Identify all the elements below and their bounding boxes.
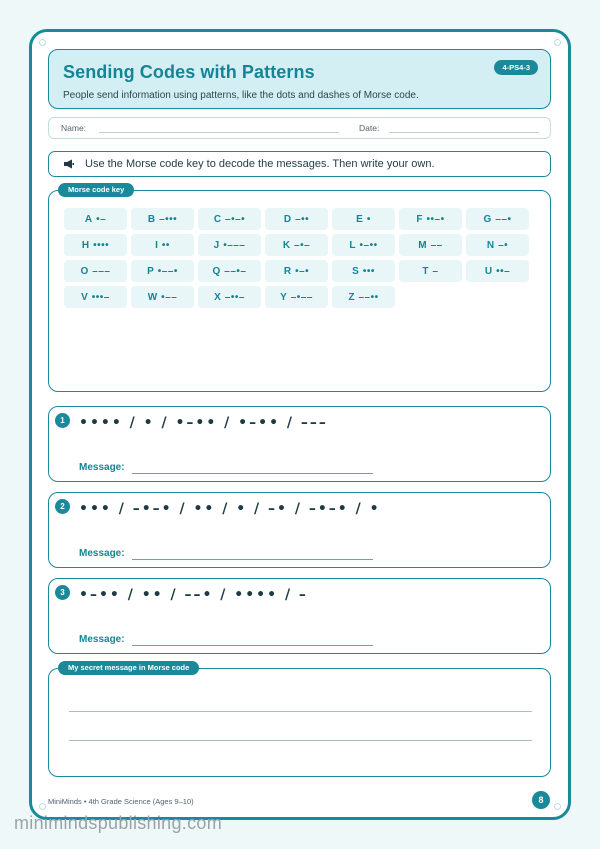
corner-dot — [39, 39, 46, 46]
morse-key-entry — [265, 286, 328, 308]
page-title: Sending Codes with Patterns — [63, 62, 315, 82]
message-answer-line[interactable] — [132, 473, 373, 474]
key-code: •– — [96, 213, 107, 225]
key-letter: W — [147, 291, 158, 303]
standard-badge: 4-PS4-3 — [494, 60, 538, 75]
morse-key-entry — [64, 208, 127, 230]
key-code: – — [432, 265, 439, 277]
key-letter: E — [356, 213, 363, 225]
key-letter: G — [483, 213, 492, 225]
morse-key-entry — [198, 234, 261, 256]
morse-key-title: Morse code key — [58, 183, 134, 197]
page-number: 8 — [532, 791, 550, 809]
corner-dot — [554, 39, 561, 46]
key-letter: M — [418, 239, 427, 251]
name-label: Name: — [61, 123, 87, 133]
morse-key-entry — [265, 234, 328, 256]
key-code: ––– — [92, 265, 111, 277]
secret-writing-line[interactable] — [69, 740, 532, 741]
key-code: ––•• — [358, 291, 379, 303]
key-letter: B — [147, 213, 156, 225]
question-number: 2 — [55, 499, 70, 514]
key-letter: O — [80, 265, 89, 277]
morse-key-entry — [198, 286, 261, 308]
key-letter: J — [213, 239, 220, 251]
date-field[interactable] — [389, 132, 539, 133]
key-letter: V — [81, 291, 88, 303]
key-letter: I — [155, 239, 158, 251]
morse-message: ••• / –•–• / •• / • / –• / –•–• / • — [79, 501, 381, 517]
message-label: Message: — [79, 548, 125, 559]
morse-message: •••• / • / •–•• / •–•• / ––– — [79, 415, 328, 431]
key-code: –•–• — [225, 213, 246, 225]
secret-message-panel — [48, 663, 551, 777]
message-answer-line[interactable] — [132, 645, 373, 646]
worksheet-header — [48, 49, 551, 109]
morse-key-entry — [399, 234, 462, 256]
morse-key-grid — [64, 208, 529, 308]
secret-message-title: My secret message in Morse code — [58, 661, 199, 675]
key-letter: H — [81, 239, 90, 251]
name-date-bar — [48, 117, 551, 139]
morse-key-entry — [265, 208, 328, 230]
message-panel-2 — [48, 492, 551, 568]
morse-key-entry — [466, 234, 529, 256]
morse-key-entry — [131, 260, 194, 282]
question-number: 3 — [55, 585, 70, 600]
morse-key-entry — [332, 208, 395, 230]
key-letter: Z — [348, 291, 355, 303]
footer-text: MiniMinds • 4th Grade Science (Ages 9–10) — [48, 797, 194, 806]
key-code: ••– — [496, 265, 511, 277]
name-field[interactable] — [99, 132, 339, 133]
key-letter: P — [147, 265, 154, 277]
key-letter: R — [283, 265, 292, 277]
key-letter: N — [486, 239, 495, 251]
instructions-box — [48, 151, 551, 177]
key-letter: S — [352, 265, 359, 277]
key-letter: T — [422, 265, 429, 277]
key-code: ••–• — [426, 213, 445, 225]
key-code: –••• — [159, 213, 178, 225]
key-code: –•• — [295, 213, 310, 225]
key-code: •–– — [161, 291, 178, 303]
key-code: •––• — [157, 265, 178, 277]
question-number: 1 — [55, 413, 70, 428]
key-letter: F — [416, 213, 423, 225]
morse-key-entry — [64, 260, 127, 282]
instructions-text: Use the Morse code key to decode the messages. Then write your own. — [85, 158, 435, 170]
morse-key-entry — [198, 208, 261, 230]
key-letter: L — [349, 239, 356, 251]
message-answer-line[interactable] — [132, 559, 373, 560]
corner-dot — [39, 803, 46, 810]
morse-key-entry — [131, 234, 194, 256]
megaphone-icon — [63, 158, 75, 170]
key-letter: C — [213, 213, 222, 225]
key-code: • — [366, 213, 371, 225]
morse-key-entry — [466, 260, 529, 282]
morse-message: •–•• / •• / ––• / •••• / – — [79, 587, 308, 603]
message-panel-1 — [48, 406, 551, 482]
key-letter: K — [282, 239, 291, 251]
morse-key-entry — [332, 260, 395, 282]
morse-key-entry — [399, 208, 462, 230]
morse-key-entry — [265, 260, 328, 282]
page-subtitle: People send information using patterns, like the dots and dashes of Morse code. — [63, 90, 419, 101]
key-code: –– — [430, 239, 443, 251]
morse-key-entry — [131, 208, 194, 230]
key-code: •–• — [295, 265, 310, 277]
key-code: ––• — [495, 213, 512, 225]
key-letter: Q — [212, 265, 221, 277]
key-code: •• — [161, 239, 170, 251]
key-letter: A — [84, 213, 93, 225]
key-letter: U — [484, 265, 493, 277]
morse-key-entry — [198, 260, 261, 282]
message-label: Message: — [79, 634, 125, 645]
morse-key-entry — [332, 234, 395, 256]
secret-writing-line[interactable] — [69, 711, 532, 712]
key-code: •–•• — [359, 239, 378, 251]
morse-key-entry — [64, 234, 127, 256]
key-code: –•– — [294, 239, 311, 251]
morse-key-entry — [466, 208, 529, 230]
key-code: –• — [498, 239, 509, 251]
morse-key-entry — [64, 286, 127, 308]
key-code: •––– — [223, 239, 246, 251]
morse-key-panel — [48, 185, 551, 392]
key-letter: D — [283, 213, 292, 225]
key-code: •••• — [93, 239, 110, 251]
key-code: •••– — [91, 291, 110, 303]
message-panel-3 — [48, 578, 551, 654]
date-label: Date: — [359, 123, 380, 133]
key-letter: X — [214, 291, 221, 303]
corner-dot — [554, 803, 561, 810]
key-code: –•–– — [290, 291, 313, 303]
key-code: ••• — [362, 265, 375, 277]
morse-key-entry — [332, 286, 395, 308]
key-letter: Y — [280, 291, 287, 303]
key-code: ––•– — [224, 265, 247, 277]
message-label: Message: — [79, 462, 125, 473]
key-code: –••– — [224, 291, 245, 303]
morse-key-entry — [131, 286, 194, 308]
morse-key-entry — [399, 260, 462, 282]
publisher-watermark: minimindspublishing.com — [14, 813, 222, 833]
